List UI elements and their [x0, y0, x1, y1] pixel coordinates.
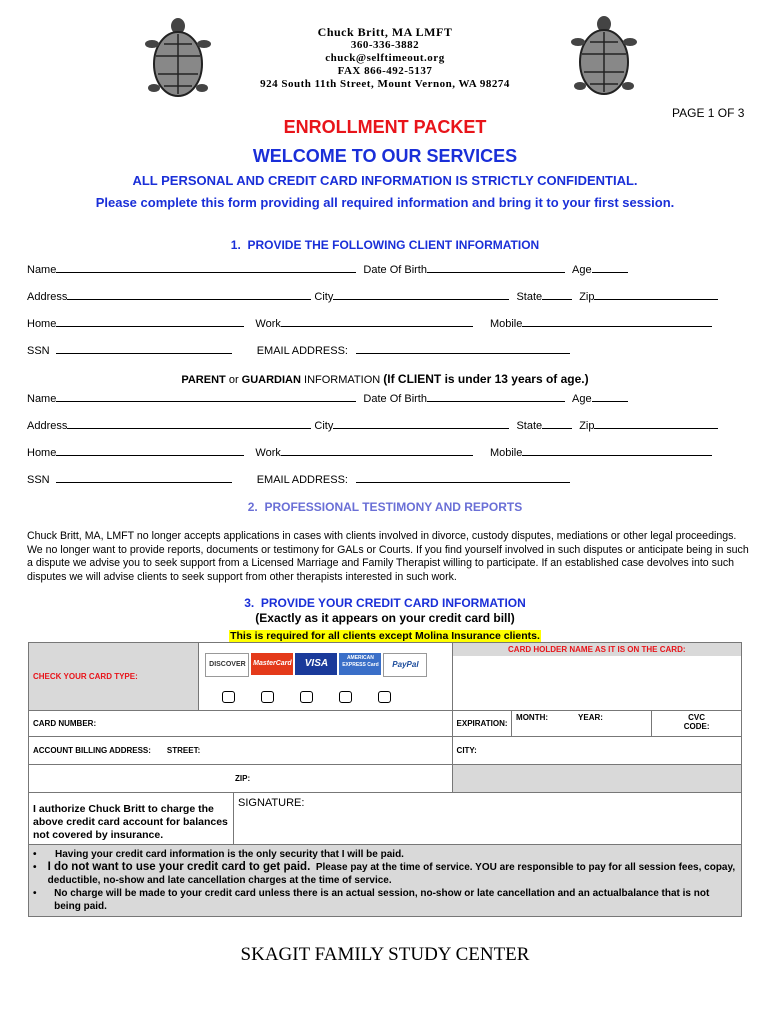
client-email-field[interactable] — [356, 343, 570, 354]
client-ssn-row: SSN EMAIL ADDRESS: — [27, 343, 570, 357]
paypal-logo: PayPal — [383, 653, 427, 677]
credit-card-table — [28, 642, 742, 917]
parent-phone-row: Home Work Mobile — [27, 445, 712, 459]
expiration-label: EXPIRATION: — [456, 719, 508, 728]
page-number: PAGE 1 OF 3 — [672, 106, 745, 120]
bullet-item: • Having your credit card information is the only security that I will be paid. — [33, 849, 404, 860]
parent-name-row: Name Date Of Birth Age — [27, 391, 628, 405]
parent-address-row: Address City State Zip — [27, 418, 718, 432]
check-card-type-label: CHECK YOUR CARD TYPE: — [33, 672, 138, 681]
expiration-cell — [452, 711, 512, 737]
client-address-field[interactable] — [67, 289, 311, 300]
parent-ssn-field[interactable] — [56, 472, 232, 483]
practitioner-name: Chuck Britt, MA LMFT — [317, 25, 453, 39]
footer-org-name: SKAGIT FAMILY STUDY CENTER — [240, 944, 530, 965]
client-age-field[interactable] — [592, 262, 628, 273]
client-phone-row: Home Work Mobile — [27, 316, 712, 330]
bullet-item: • I do not want to use your credit card to get paid. Please pay at the time of service. YOU are responsible to pay for all session fees, copay, deductible, no-show and late cancellation charges at the time of service. — [33, 861, 736, 886]
testimony-paragraph: Chuck Britt, MA, LMFT no longer accepts applications in cases with clients involved in divorce, custody disputes, mediations or other legal proceedings. We no longer want to provide reports, documents or testimony for GALs or Courts. If you find yourself involved in such disputes or anticipate being in such a dispute we advise you to seek support from a Licensed Marriage and Family Therapist willing to participate. If an established case devolves into such disputes we will advise clients to seek support from other therapists interested in such work. — [27, 530, 749, 583]
bullet-item: • No charge will be made to your credit card unless there is an actual session, no-show or late cancellation and an actualbalance that is not being paid. — [33, 888, 710, 912]
billing-city-cell[interactable] — [452, 737, 741, 765]
visa-checkbox[interactable] — [300, 691, 313, 703]
cvc-cell[interactable] — [652, 711, 742, 737]
card-holder-cell[interactable] — [452, 643, 741, 711]
month-label: MONTH: — [516, 713, 549, 722]
discover-logo: DISCOVER — [205, 653, 249, 677]
month-year-cell[interactable] — [512, 711, 652, 737]
parent-work-phone-field[interactable] — [281, 445, 473, 456]
confidential-notice: ALL PERSONAL AND CREDIT CARD INFORMATION IS STRICTLY CONFIDENTIAL. — [132, 173, 638, 188]
billing-label: ACCOUNT BILLING ADDRESS: — [33, 746, 151, 755]
section2-heading: 2. PROFESSIONAL TESTIMONY AND REPORTS — [247, 500, 523, 514]
card-logos — [205, 653, 445, 677]
client-state-field[interactable] — [542, 289, 572, 300]
parent-address-field[interactable] — [67, 418, 311, 429]
visa-logo: VISA — [295, 653, 337, 675]
parent-heading: PARENT or GUARDIAN INFORMATION (If CLIENT is under 13 years of age.) — [181, 372, 589, 386]
parent-zip-field[interactable] — [594, 418, 718, 429]
card-number-label: CARD NUMBER: — [33, 719, 97, 728]
letterhead — [230, 26, 540, 91]
turtle-logo-left — [140, 16, 216, 102]
parent-name-field[interactable] — [56, 391, 356, 402]
amex-checkbox[interactable] — [339, 691, 352, 703]
client-zip-field[interactable] — [594, 289, 718, 300]
discover-checkbox[interactable] — [222, 691, 235, 703]
signature-label: SIGNATURE: — [238, 797, 305, 809]
client-name-row: Name Date Of Birth Age — [27, 262, 628, 276]
billing-zip-cell[interactable] — [29, 765, 453, 793]
parent-email-field[interactable] — [356, 472, 570, 483]
phone: 360-336-3882 — [350, 39, 420, 51]
card-number-cell[interactable] — [29, 711, 453, 737]
parent-home-phone-field[interactable] — [56, 445, 244, 456]
client-name-field[interactable] — [56, 262, 356, 273]
card-type-cell — [29, 643, 199, 711]
payment-terms-cell — [29, 845, 742, 917]
parent-state-field[interactable] — [542, 418, 572, 429]
fax: FAX 866-492-5137 — [337, 65, 433, 77]
mastercard-logo: MasterCard — [251, 653, 293, 675]
card-logos-cell — [199, 643, 452, 711]
parent-mobile-field[interactable] — [522, 445, 712, 456]
parent-dob-field[interactable] — [427, 391, 565, 402]
street-label: STREET: — [166, 746, 201, 755]
client-home-phone-field[interactable] — [56, 316, 244, 327]
parent-age-field[interactable] — [592, 391, 628, 402]
authorization-cell — [29, 793, 742, 845]
cvc-label: CVC CODE: — [683, 713, 710, 731]
city-label: CITY: — [456, 746, 477, 755]
client-work-phone-field[interactable] — [281, 316, 473, 327]
card-type-checkboxes — [205, 691, 445, 705]
parent-city-field[interactable] — [333, 418, 509, 429]
address: 924 South 11th Street, Mount Vernon, WA 98274 — [260, 78, 510, 90]
molina-note: This is required for all clients except Molina Insurance clients. — [230, 630, 540, 642]
amex-logo: AMERICAN EXPRESS Card — [339, 653, 381, 675]
instruction: Please complete this form providing all required information and bring it to your first session. — [95, 195, 675, 210]
client-dob-field[interactable] — [427, 262, 565, 273]
email: chuck@selftimeout.org — [325, 52, 445, 64]
year-label: YEAR: — [578, 713, 603, 722]
turtle-logo-right — [566, 14, 642, 100]
card-holder-label: CARD HOLDER NAME AS IT IS ON THE CARD: — [453, 643, 741, 656]
billing-street-cell[interactable] — [29, 737, 453, 765]
paypal-checkbox[interactable] — [378, 691, 391, 703]
mastercard-checkbox[interactable] — [261, 691, 274, 703]
enrollment-title: ENROLLMENT PACKET — [283, 117, 487, 137]
authorization-text: I authorize Chuck Britt to charge the above credit card account for balances not covered by insurance. — [29, 793, 234, 844]
section1-heading: 1. PROVIDE THE FOLLOWING CLIENT INFORMATION — [230, 238, 540, 252]
parent-ssn-row: SSN EMAIL ADDRESS: — [27, 472, 570, 486]
welcome-title: WELCOME TO OUR SERVICES — [252, 146, 518, 166]
client-address-row: Address City State Zip — [27, 289, 718, 303]
section3-subtitle: (Exactly as it appears on your credit card bill) — [255, 611, 515, 625]
section3-heading: 3. PROVIDE YOUR CREDIT CARD INFORMATION — [244, 596, 526, 610]
signature-field[interactable] — [234, 793, 741, 844]
client-ssn-field[interactable] — [56, 343, 232, 354]
client-city-field[interactable] — [333, 289, 509, 300]
client-mobile-field[interactable] — [522, 316, 712, 327]
zip-label: ZIP: — [235, 774, 251, 783]
